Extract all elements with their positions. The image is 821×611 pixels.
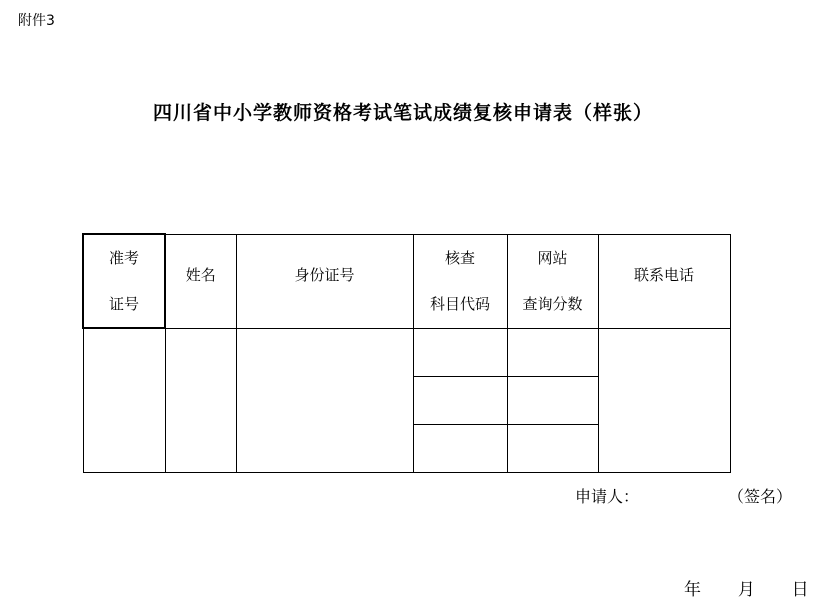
header-id-number-label: 身份证号 bbox=[294, 265, 355, 284]
header-id-number bbox=[236, 234, 413, 328]
cell-subject-code-1[interactable] bbox=[413, 328, 507, 376]
header-subject-line2: 科目代码 bbox=[429, 295, 490, 313]
cell-web-score-2[interactable] bbox=[507, 376, 598, 424]
month-label: 月 bbox=[737, 580, 755, 600]
header-ticket-number bbox=[83, 234, 165, 328]
header-subject-line1: 核查 bbox=[444, 249, 475, 267]
review-application-table bbox=[82, 233, 731, 473]
header-score-line1: 网站 bbox=[537, 249, 568, 267]
header-name bbox=[165, 234, 236, 328]
cell-ticket-number[interactable] bbox=[83, 328, 165, 472]
form-title: 四川省中小学教师资格考试笔试成绩复核申请表（样张） bbox=[152, 102, 653, 124]
header-name-label: 姓名 bbox=[185, 265, 216, 284]
header-ticket-line1: 准考 bbox=[108, 249, 139, 267]
table-row bbox=[83, 328, 730, 376]
date-line bbox=[684, 575, 809, 600]
header-web-score bbox=[507, 234, 598, 328]
header-ticket-line2: 证号 bbox=[108, 295, 139, 313]
signature-hint: （签名） bbox=[728, 487, 793, 506]
year-label: 年 bbox=[684, 580, 701, 600]
cell-subject-code-2[interactable] bbox=[413, 376, 507, 424]
header-phone-label: 联系电话 bbox=[633, 265, 694, 284]
cell-subject-code-3[interactable] bbox=[413, 424, 507, 472]
header-phone bbox=[598, 234, 730, 328]
applicant-label: 申请人： bbox=[575, 487, 640, 506]
cell-web-score-3[interactable] bbox=[507, 424, 598, 472]
header-score-line2: 查询分数 bbox=[522, 295, 583, 313]
cell-id-number[interactable] bbox=[236, 328, 413, 472]
header-subject-code bbox=[413, 234, 507, 328]
cell-phone[interactable] bbox=[598, 328, 730, 472]
day-label: 日 bbox=[791, 580, 809, 600]
cell-web-score-1[interactable] bbox=[507, 328, 598, 376]
attachment-label: 附件3 bbox=[18, 13, 55, 29]
table-header-row bbox=[83, 234, 730, 328]
cell-name[interactable] bbox=[165, 328, 236, 472]
